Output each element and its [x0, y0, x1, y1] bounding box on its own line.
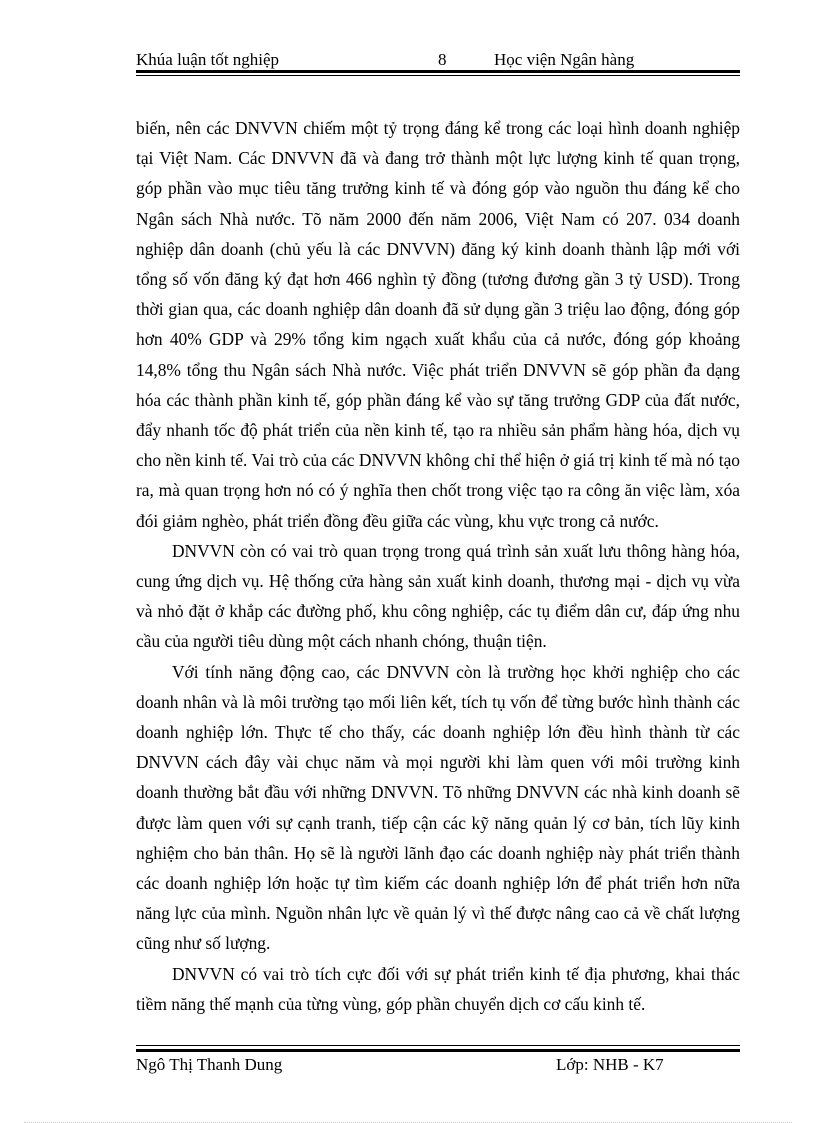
- header-rule-thin: [136, 75, 740, 76]
- footer-class: Lớp: NHB - K7: [556, 1055, 664, 1074]
- paragraph-continued: biến, nên các DNVVN chiếm một tỷ trọng đáng kể trong các loại hình doanh nghiệp tại Việt Nam. Các DNVVN đã và đang trở thành một lực lượng kinh tế quan trọng, góp phần vào mục tiêu tăng trưởng kinh tế và đóng góp vào nguồn thu đáng kể cho Ngân sách Nhà nước. Tõ năm 2000 đến năm 2006, Việt Nam có 207. 034 doanh nghiệp dân doanh (chủ yếu là các DNVVN) đăng ký kinh doanh thành lập mới với tổng số vốn đăng ký đạt hơn 466 nghìn tỷ đồng (tương đương gần 3 tỷ USD). Trong thời gian qua, các doanh nghiệp dân doanh đã sử dụng gần 3 triệu lao động, đóng góp hơn 40% GDP và 29% tổng kim ngạch xuất khẩu của cả nước, đóng góp khoảng 14,8% tổng thu Ngân sách Nhà nước. Việc phát triển DNVVN sẽ góp phần đa dạng hóa các thành phần kinh tế, góp phần đáng kể vào sự tăng trưởng GDP của đất nước, đẩy nhanh tốc độ phát triển của nền kinh tế, tạo ra nhiều sản phẩm hàng hóa, dịch vụ cho nền kinh tế. Vai trò của các DNVVN không chỉ thể hiện ở giá trị kinh tế mà nó tạo ra, mà quan trọng hơn nó có ý nghĩa then chốt trong việc tạo ra công ăn việc làm, xóa đói giảm nghèo, phát triển đồng đều giữa các vùng, khu vực trong cả nước.: [136, 118, 740, 531]
- page-footer: [136, 1055, 740, 1077]
- footer-rule-thin: [136, 1045, 740, 1046]
- page-number: 8: [438, 50, 447, 69]
- footer-rule-thick: [136, 1049, 740, 1052]
- page-header: [136, 50, 740, 72]
- body-text: [136, 113, 740, 1019]
- header-rule-thick: [136, 70, 740, 73]
- footer-author: Ngô Thị Thanh Dung: [136, 1055, 283, 1074]
- paragraph: DNVVN có vai trò tích cực đối với sự phát triển kinh tế địa phương, khai thác tiềm năng thế mạnh của từng vùng, góp phần chuyển dịch cơ cấu kinh tế.: [136, 963, 740, 1014]
- paragraph: Với tính năng động cao, các DNVVN còn là trường học khởi nghiệp cho các doanh nhân và là môi trường tạo mối liên kết, tích tụ vốn để từng bước hình thành các doanh nghiệp lớn. Thực tế cho thấy, các doanh nghiệp lớn đều hình thành từ các DNVVN cách đây vài chục năm và mọi người khi làm quen với môi trường kinh doanh thường bắt đầu với những DNVVN. Tõ những DNVVN các nhà kinh doanh sẽ được làm quen với sự cạnh tranh, tiếp cận các kỹ năng quản lý cơ bản, tích lũy kinh nghiệm cho bản thân. Họ sẽ là người lãnh đạo các doanh nghiệp này phát triển thành các doanh nghiệp lớn hoặc tự tìm kiếm các doanh nghiệp lớn để phát triển hơn nữa năng lực của mình. Nguồn nhân lực về quản lý vì thế được nâng cao cả về chất lượng cũng như số lượng.: [136, 661, 740, 954]
- header-thesis-title: Khúa luận tốt nghiệp: [136, 50, 280, 69]
- paragraph: DNVVN còn có vai trò quan trọng trong quá trình sản xuất lưu thông hàng hóa, cung ứng dịch vụ. Hệ thống cửa hàng sản xuất kinh doanh, thương mại - dịch vụ vừa và nhỏ đặt ở khắp các đường phố, khu công nghiệp, các tụ điểm dân cư, đáp ứng nhu cầu của người tiêu dùng một cách nhanh chóng, thuận tiện.: [136, 540, 740, 652]
- header-institution: Học viện Ngân hàng: [494, 50, 635, 69]
